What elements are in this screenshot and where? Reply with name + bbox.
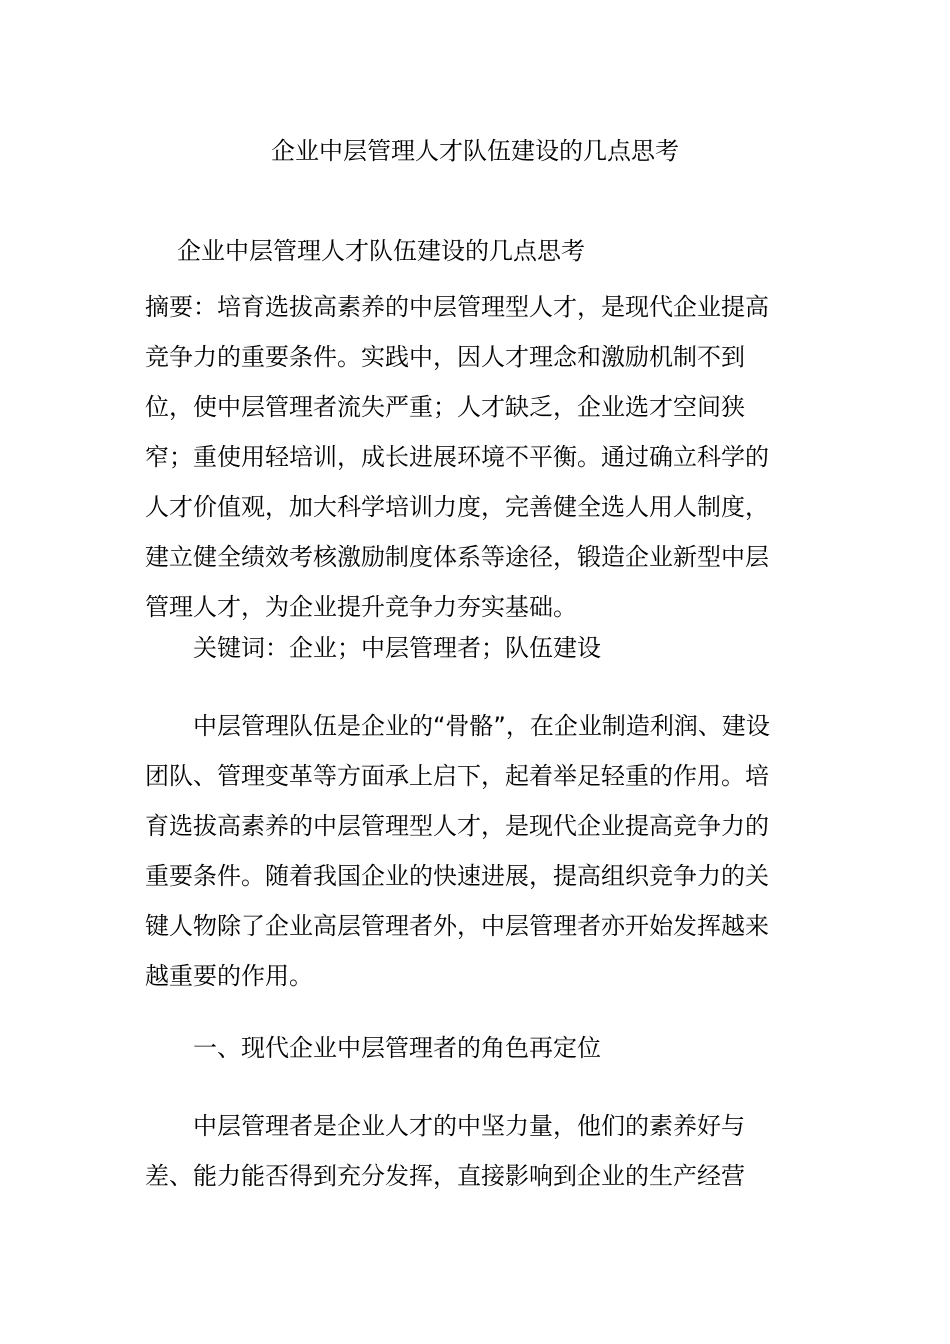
section-paragraph: 中层管理者是企业人才的中坚力量，他们的素养好与差、能力能否得到充分发挥，直接影响到企业的生产经营: [145, 1112, 745, 1190]
keywords-line: 关键词：企业；中层管理者；队伍建设: [193, 634, 601, 662]
section-heading: 一、现代企业中层管理者的角色再定位: [193, 1034, 601, 1062]
document-subtitle: 企业中层管理人才队伍建设的几点思考: [177, 237, 585, 265]
intro-paragraph: 中层管理队伍是企业的“骨骼”，在企业制造利润、建设团队、管理变革等方面承上启下，起着举足轻重的作用。培育选拔高素养的中层管理型人才，是现代企业提高竞争力的重要条件。随着我国企业的快速进展，提高组织竞争力的关键人物除了企业高层管理者外，中层管理者亦开始发挥越来越重要的作用。: [145, 712, 770, 990]
document-title: 企业中层管理人才队伍建设的几点思考: [271, 137, 679, 165]
abstract-paragraph: 摘要：培育选拔高素养的中层管理型人才，是现代企业提高竞争力的重要条件。实践中，因人才理念和激励机制不到位，使中层管理者流失严重；人才缺乏，企业选才空间狭窄；重使用轻培训，成长进展环境不平衡。通过确立科学的人才价值观，加大科学培训力度，完善健全选人用人制度，建立健全绩效考核激励制度体系等途径，锻造企业新型中层管理人才，为企业提升竞争力夯实基础。: [145, 293, 769, 621]
